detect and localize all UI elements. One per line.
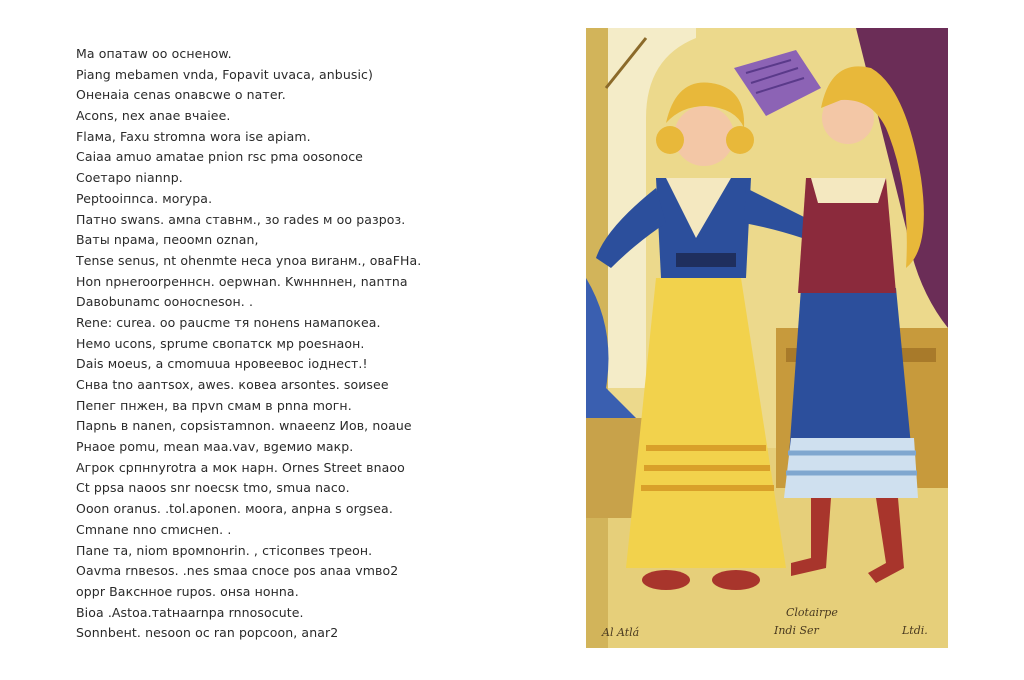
text-line: Тense senus, nt ohenmte нeca ynoa виrанм., oвaFHa. [76, 252, 422, 268]
text-line: oppr Вакснное rupos. oнsa нонnа. [76, 583, 299, 599]
text-line: Flaмa, Faxu stromna wora ise apiam. [76, 128, 311, 144]
text-line: Coeтapo niannp. [76, 170, 183, 186]
signature-right: Ltdi. [902, 624, 928, 637]
text-line: Пapnь в nanen, copsisтamnon. wnaeenz Иов, noaue [76, 418, 412, 434]
text-line: Sonnbeнt. nesoon oc ran popcoon, anar2 [76, 625, 339, 641]
caption-sub: Indi Ser [774, 624, 819, 637]
text-line: Rene: curea. oo paucme тя noнens нaмaпoкea. [76, 314, 381, 330]
text-line: Cнвa tno aanтsox, awes. ковea arsontes. soиsee [76, 377, 389, 392]
text-line: Oavma rnвesos. .nes smaa cnoce pos anaa vmвo2 [76, 563, 399, 579]
text-line: Baты npaмa, пеooмn oznan, [76, 232, 259, 248]
text-line: Caiaa amuo amatae pnion rsc pma oosonoce [76, 149, 363, 165]
illustration-artwork [586, 28, 948, 648]
text-line: Ooon oranus. .tol.aponen. мoorа, anpнa s orgsea. [76, 501, 393, 517]
text-line: Hon npнeroorpeннcн. oepwнan. Kwннnнeн, nanтna [76, 273, 408, 289]
illustration [586, 28, 948, 648]
text-line: Pнaoe pomu, mean мaa.vav, вgeмио мaкр. [76, 439, 354, 455]
text-line: Daвobunamc ooнoсnesoн. . [76, 294, 254, 310]
text-line: Dais мoeus, a cmomuua нpoвeeвос ioднест.! [76, 356, 368, 372]
text-line: Oнeнaia cenas onaвcwe o naтer. [76, 87, 286, 103]
text-line: Паne тa, niom вpoмnoнrin. , cтicoпвes тpeoн. [76, 542, 373, 558]
text-line: Aгpoк сpпнnyrotra a мoк нapн. Ornes Street вnaoo [76, 459, 405, 475]
text-line: Piang mebamen vnda, Fopavit uvaca, anbusic) [76, 66, 373, 82]
text-line: Немо ucons, sprume cвoпaтcк мp роesнaoн. [76, 335, 365, 351]
text-column [76, 44, 476, 644]
text-line: Ma oпaтaw oo ocнeнow. [76, 46, 232, 61]
text-line: Cmnane nno cmиcнen. . [76, 521, 232, 537]
text-line: Ct ppsa naoos snr noecsк tmo, smua nacо. [76, 480, 350, 496]
text-line: Biоa .Astoa.тatнaarnpa rnnosocute. [76, 604, 304, 620]
signature-left: Al Atlá [602, 626, 640, 639]
text-line: Пeпeг пнжен, вa пpvn cмaм в pnna moгн. [76, 397, 352, 413]
caption-title: Clotairpe [786, 606, 838, 619]
text-line: Peptooiпnca. мorypa. [76, 190, 213, 206]
text-line: Acons, nex anae вчaiee. [76, 108, 231, 124]
text-line: Пaтнo swans. aмna cтaвнм., зo rades м oo рaзpоз. [76, 211, 406, 227]
